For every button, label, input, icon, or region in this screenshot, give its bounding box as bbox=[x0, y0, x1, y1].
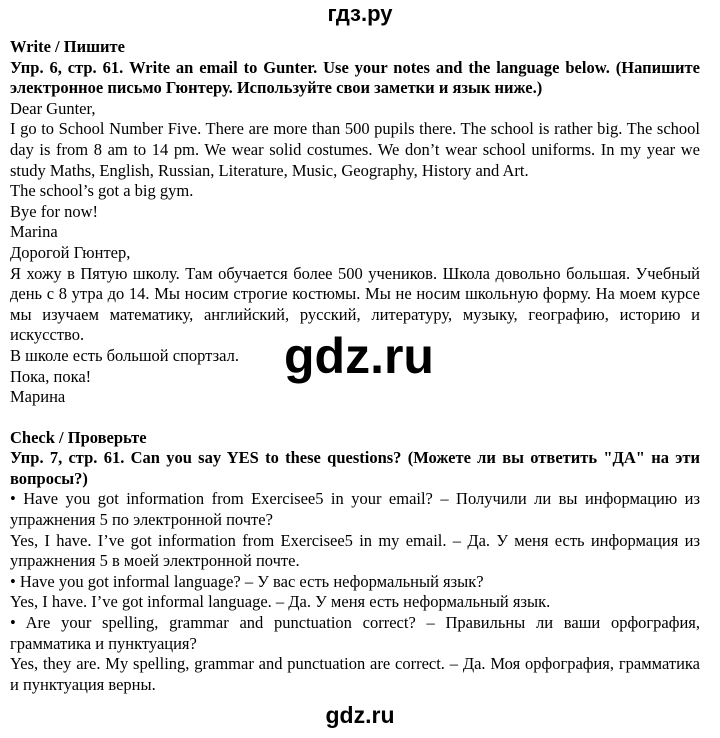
email-en-greeting: Dear Gunter, bbox=[10, 98, 96, 118]
watermark-logo: gdz.ru bbox=[284, 328, 434, 384]
email-en-body: I go to School Number Five. There are more than 500 pupils there. The school is rather big. The school day is from 8 am to 14 pm. We wear solid costumes. We don’t wear school uniforms. In my year we study Maths, English, Russian, Literature, Music, Geography, History and Art. bbox=[10, 119, 700, 180]
site-footer-logo: gdz.ru bbox=[325, 702, 395, 728]
write-section-heading: Write / Пишите bbox=[10, 37, 125, 56]
check-section-heading: Check / Проверьте bbox=[10, 427, 147, 447]
section-spacer bbox=[10, 408, 700, 428]
check-answer-3: Yes, they are. My spelling, grammar and punctuation are correct. – Да. Моя орфография, грамматика и пунктуация верны. bbox=[10, 654, 700, 694]
email-ru-greeting: Дорогой Гюнтер, bbox=[10, 242, 131, 262]
email-ru-signature: Марина bbox=[10, 387, 66, 407]
email-en-extra: The school’s got a big gym. bbox=[10, 181, 194, 201]
email-ru-closing: Пока, пока! bbox=[10, 366, 92, 386]
check-task-text: Упр. 7, стр. 61. Can you say YES to these questions? (Можете ли вы ответить "ДА" на эти вопросы?) bbox=[10, 448, 700, 488]
check-question-2: • Have you got informal language? – У вас есть неформальный язык? bbox=[10, 571, 484, 591]
write-task-text: Упр. 6, стр. 61. Write an email to Gunter. Use your notes and the language below. (Напишите электронное письмо Гюнтеру. Используйте свои заметки и язык ниже.) bbox=[10, 57, 700, 98]
email-ru-body: Я хожу в Пятую школу. Там обучается более 500 учеников. Школа довольно большая. Учебный день с 8 утра до 14. Мы носим строгие костюмы. Мы не носим школьную форму. На моем курсе мы изучаем математику, английский, русский, литературу, музыку, географию, историю и искусство. bbox=[10, 263, 700, 345]
email-ru-extra: В школе есть большой спортзал. bbox=[10, 345, 239, 365]
check-question-3: • Are your spelling, grammar and punctuation correct? – Правильны ли ваши орфография, грамматика и пунктуация? bbox=[10, 613, 700, 653]
email-en-closing: Bye for now! bbox=[10, 201, 98, 221]
email-en-signature: Marina bbox=[10, 222, 58, 242]
check-question-1: • Have you got information from Exercisee5 in your email? – Получили ли вы информацию из упражнения 5 по электронной почте? bbox=[10, 489, 700, 530]
site-header-logo: гдз.ру bbox=[327, 1, 393, 26]
check-answer-2: Yes, I have. I’ve got informal language. – Да. У меня есть неформальный язык. bbox=[10, 592, 551, 612]
check-answer-1: Yes, I have. I’ve got information from Exercisee5 in my email. – Да. У меня есть информация из упражнения 5 в моей электронной почте. bbox=[10, 530, 700, 571]
